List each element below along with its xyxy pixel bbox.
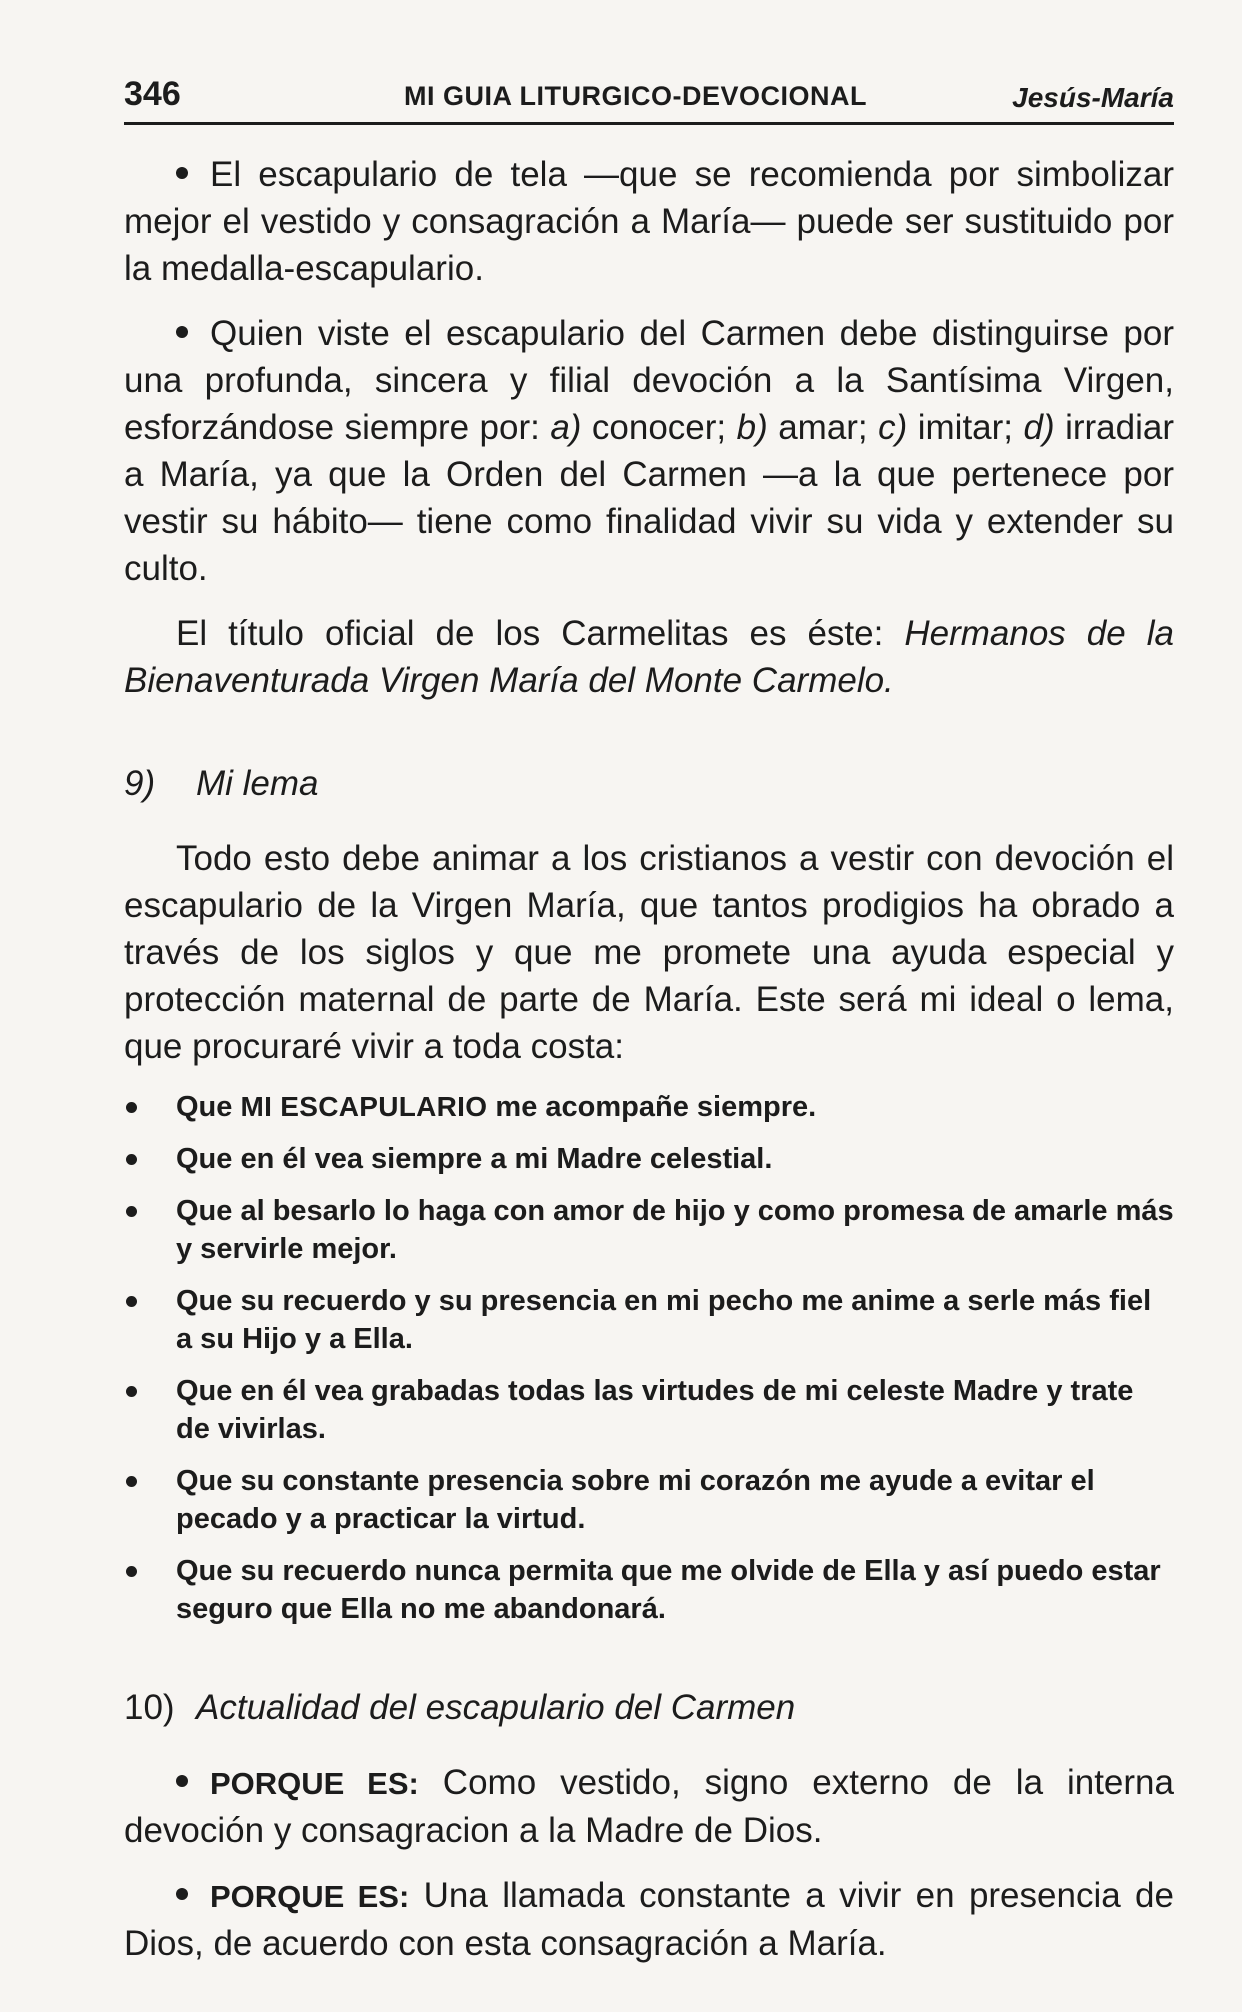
bullet-icon [126, 1206, 137, 1217]
label-d: d) [1023, 408, 1055, 447]
bullet-icon [126, 1476, 137, 1487]
section-heading-lema [124, 760, 1174, 807]
porque-label: PORQUE ES: [210, 1879, 410, 1914]
motto-list [124, 1088, 1174, 1628]
label-c: c) [878, 408, 908, 447]
section-title: Mi lema [196, 764, 319, 803]
text-b: amar; [767, 408, 879, 447]
titulo-oficial-text: El título oficial de los Carmelitas es éste: [176, 614, 905, 653]
label-b: b) [736, 408, 768, 447]
porque-text: Una llamada constante a vivir en presencia de Dios, de acuerdo con esta consagración a María. [124, 1876, 1174, 1963]
paragraph-devocion-text: Quien viste el escapulario del Carmen debe distinguirse por una profunda, sincera y filial devoción a la Santísima Virgen, esforzándose siempre por: [124, 314, 1174, 447]
list-item-text: Que en él vea grabadas todas las virtudes de mi celeste Madre y trate de vivirlas. [176, 1375, 1134, 1445]
text-c: imitar; [907, 408, 1024, 447]
publisher-brand: Jesús-María [1012, 82, 1174, 113]
page-number: 346 [124, 75, 181, 113]
paragraph-medalla [124, 151, 1174, 292]
list-item-text: Que su constante presencia sobre mi corazón me ayude a evitar el pecado y a practicar la virtud. [176, 1465, 1095, 1535]
titulo-oficial-italic: Hermanos de la Bienaventurada Virgen María del Monte Carmelo. [124, 614, 1174, 700]
bullet-icon [126, 1296, 137, 1307]
text-d: irradiar a María, ya que la Orden del Carmen —a la que pertenece por vestir su hábito— tiene como finalidad vivir su vida y extender su culto. [124, 408, 1174, 588]
list-item [124, 1140, 1174, 1178]
paragraph-porque-2 [124, 1872, 1174, 1967]
list-item [124, 1282, 1174, 1358]
bullet-icon [176, 167, 188, 179]
paragraph-porque-1 [124, 1759, 1174, 1854]
list-item [124, 1088, 1174, 1126]
list-item-caps: MI ESCAPULARIO [240, 1091, 488, 1122]
paragraph-medalla-text: El escapulario de tela —que se recomienda por simbolizar mejor el vestido y consagración a María— puede ser sustituido por la medalla-escapulario. [124, 155, 1174, 288]
bullet-icon [126, 1566, 137, 1577]
bullet-icon [126, 1386, 137, 1397]
bullet-icon [176, 1775, 188, 1787]
porque-text: Como vestido, signo externo de la interna devoción y consagracion a la Madre de Dios. [124, 1763, 1174, 1850]
section-number: 10) [124, 1688, 175, 1727]
bullet-icon [126, 1102, 137, 1113]
list-item-text: Que su recuerdo nunca permita que me olvide de Ella y así puedo estar seguro que Ella no me abandonará. [176, 1555, 1161, 1625]
list-item [124, 1462, 1174, 1538]
section-title: Actualidad del escapulario del Carmen [196, 1688, 796, 1727]
bullet-icon [176, 326, 188, 338]
list-item [124, 1372, 1174, 1448]
bullet-icon [176, 1888, 188, 1900]
label-a: a) [550, 408, 582, 447]
list-item-text: Que [176, 1091, 241, 1123]
list-item-text-end: me acompañe siempre. [487, 1091, 817, 1123]
book-page [124, 75, 1174, 1985]
page-header [124, 75, 1174, 125]
paragraph-titulo-oficial [124, 610, 1174, 704]
bullet-icon [126, 1154, 137, 1165]
list-item [124, 1192, 1174, 1268]
running-title: MI GUIA LITURGICO-DEVOCIONAL [404, 81, 867, 111]
paragraph-lema-intro: Todo esto debe animar a los cristianos a vestir con devoción el escapulario de la Virgen María, que tantos prodigios ha obrado a través de los siglos y que me promete una ayuda especial y protección maternal de parte de María. Este será mi ideal o lema, que procuraré vivir a toda costa: [124, 839, 1174, 1066]
list-item-text: Que su recuerdo y su presencia en mi pecho me anime a serle más fiel a su Hijo y a Ella. [176, 1285, 1152, 1355]
list-item-text: Que al besarlo lo haga con amor de hijo y como promesa de amarle más y servirle mejor. [176, 1195, 1174, 1265]
paragraph-devocion [124, 310, 1174, 592]
porque-label: PORQUE ES: [210, 1766, 419, 1801]
section-heading-actualidad [124, 1684, 1174, 1731]
list-item [124, 1552, 1174, 1628]
text-a: conocer; [581, 408, 737, 447]
section-number: 9) [124, 764, 156, 803]
list-item-text: Que en él vea siempre a mi Madre celestial. [176, 1143, 773, 1175]
